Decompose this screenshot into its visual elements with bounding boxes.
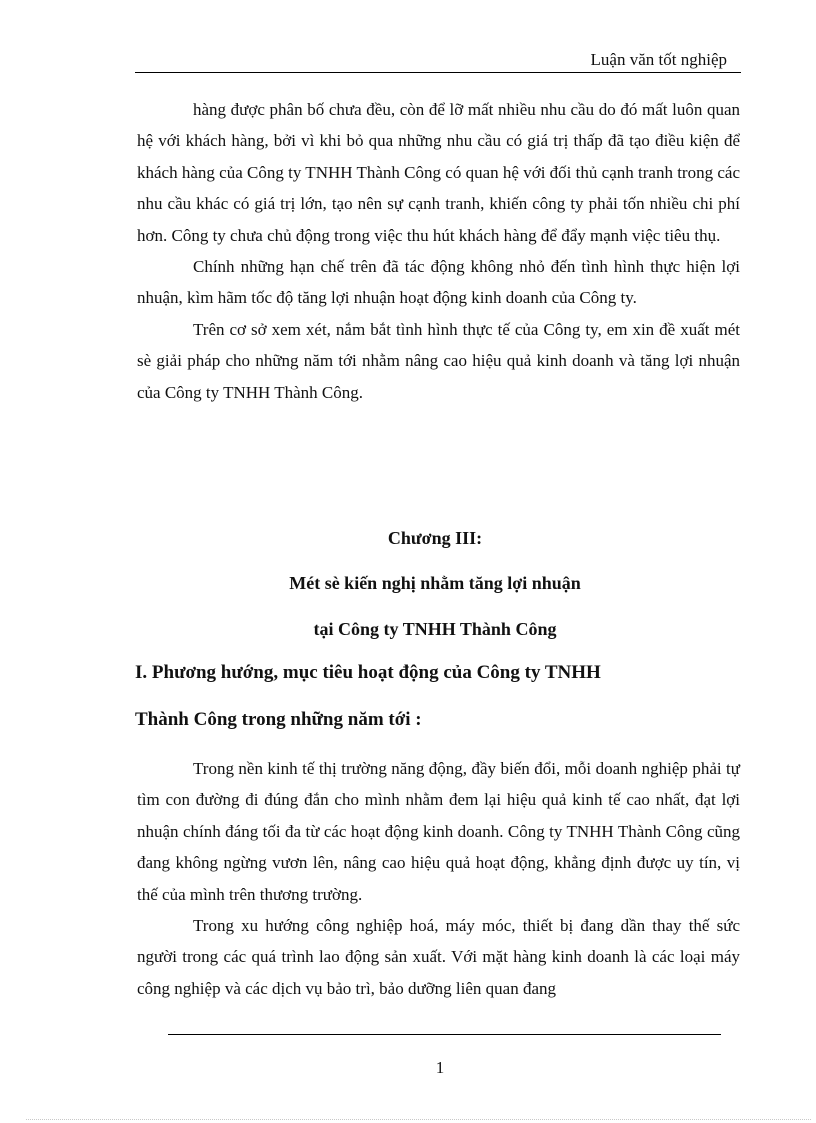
intro-text-block — [137, 94, 740, 408]
chapter-label: Chương III: — [387, 528, 483, 548]
page-header — [135, 50, 741, 73]
page-bottom-edge — [26, 1119, 811, 1120]
paragraph: Chính những hạn chế trên đã tác động không nhỏ đến tình hình thực hiện lợi nhuận, kìm hãm tốc độ tăng lợi nhuận hoạt động kinh doanh của Công ty. — [137, 257, 740, 308]
chapter-title-line-1: Mét sè kiến nghị nhằm tăng lợi nhuận — [289, 573, 581, 593]
section-title-line-2: Thành Công trong những năm tới : — [135, 709, 422, 730]
footer-divider — [168, 1034, 721, 1035]
header-title: Luận văn tốt nghiệp — [590, 50, 727, 69]
paragraph: Trong nền kinh tế thị trường năng động, đầy biến đổi, mỗi doanh nghiệp phải tự tìm con đường đi đúng đắn cho mình nhằm đem lại hiệu quả kinh tế cao nhất, đạt lợi nhuận chính đáng tối đa từ các hoạt động kinh doanh. Công ty TNHH Thành Công cũng đang không ngừng vươn lên, nâng cao hiệu quả hoạt động, khẳng định được uy tín, vị thế của mình trên thương trường. — [137, 759, 740, 904]
chapter-title-line-2: tại Công ty TNHH Thành Công — [313, 619, 557, 639]
paragraph: hàng được phân bố chưa đều, còn để lỡ mất nhiều nhu cầu do đó mất luôn quan hệ với khách hàng, bởi vì khi bỏ qua những nhu cầu có giá trị thấp đã tạo điều kiện để khách hàng của Công ty TNHH Thành Công có quan hệ với đối thủ cạnh tranh trong các nhu cầu khác có giá trị lớn, tạo nên sự cạnh tranh, khiến công ty phải tốn nhiều chi phí hơn. Công ty chưa chủ động trong việc thu hút khách hàng để đẩy mạnh việc tiêu thụ. — [137, 100, 740, 245]
page-number: 1 — [435, 1058, 445, 1077]
paragraph: Trên cơ sở xem xét, nắm bắt tình hình thực tế của Công ty, em xin đề xuất mét sè giải pháp cho những năm tới nhằm nâng cao hiệu quả kinh doanh và tăng lợi nhuận của Công ty TNHH Thành Công. — [137, 319, 740, 402]
section-text-block — [137, 753, 740, 1004]
section-title-line-1: I. Phương hướng, mục tiêu hoạt động của Công ty TNHH — [135, 662, 601, 683]
paragraph: Trong xu hướng công nghiệp hoá, máy móc, thiết bị đang dần thay thế sức người trong các quá trình lao động sản xuất. Với mặt hàng kinh doanh là các loại máy công nghiệp và các dịch vụ bảo trì, bảo dưỡng liên quan đang — [137, 916, 740, 998]
